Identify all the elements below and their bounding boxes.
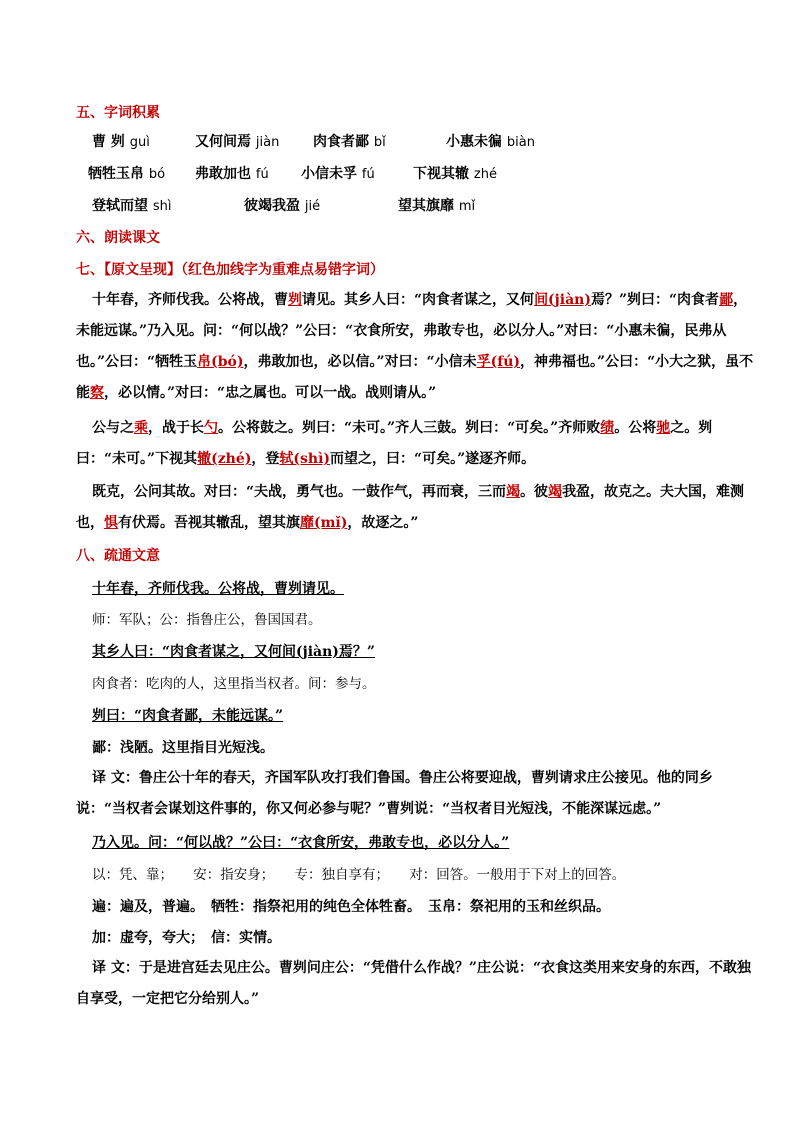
translation-paragraph: 译 文：鲁庄公十年的春天，齐国军队攻打我们鲁国。鲁庄公将要迎战，曹刿请求庄公接见。他的同乡说：“当权者会谋划这件事的，你又何必参与呢？”曹刿说：“当权者目光短浅，不能深谋远虑。” <box>76 770 713 817</box>
annotation: 加：虚夸，夸大； 信：实情。 <box>92 930 281 946</box>
annotation: 肉食者：吃肉的人，这里指当权者。间：参与。 <box>92 676 376 692</box>
section-6-heading: 六、朗读课文 <box>76 230 160 246</box>
source-sentence: 十年春，齐师伐我。公将战，曹刿请见。 <box>92 581 344 597</box>
annotation: 鄙：浅陋。这里指目光短浅。 <box>92 740 274 756</box>
section-5-heading: 五、字词积累 <box>76 105 160 121</box>
vocab-item: 小惠未徧 biàn <box>446 134 535 150</box>
section-7-heading: 七、【原文呈现】（红色加线字为重难点易错字词） <box>76 262 384 278</box>
annotation: 以：凭、靠； 安：指安身； 专：独自享有； 对：回答。一般用于下对上的回答。 <box>92 867 626 883</box>
vocab-item: 弗敢加也 fú <box>195 166 269 182</box>
vocab-item: 下视其辙 zhé <box>413 166 497 182</box>
vocab-item: 牺牲玉帛 bó <box>88 166 166 182</box>
translation-paragraph: 译 文：于是进宫廷去见庄公。曹刿问庄公：“凭借什么作战？”庄公说：“衣食这类用来安身的东西，不敢独自享受，一定把它分给别人。” <box>76 960 752 1007</box>
original-paragraph-3: 既克，公问其故。对曰：“夫战，勇气也。一鼓作气，再而衰，三而竭。彼竭我盈，故克之。夫大国，难测也，惧有伏焉。吾视其辙乱，望其旗靡(mǐ)，故逐之。” <box>76 484 745 531</box>
source-sentence: 刿曰：“肉食者鄙，未能远谋。” <box>92 708 284 724</box>
source-sentence: 乃入见。问：“何以战？”公曰：“衣食所安，弗敢专也，必以分人。” <box>92 835 510 851</box>
section-8-heading: 八、疏通文意 <box>76 548 160 564</box>
vocab-item: 登轼而望 shì <box>92 198 172 214</box>
original-paragraph-2: 公与之乘，战于长勺。公将鼓之。刿曰：“未可。”齐人三鼓。刿曰：“可矣。”齐师败绩。公将驰之。刿曰：“未可。”下视其辙(zhé)，登轼(shì)而望之，曰：“可矣。”遂逐齐师。 <box>76 420 713 467</box>
vocab-item: 望其旗靡 mǐ <box>398 198 476 214</box>
vocab-item: 曹 刿 guì <box>92 134 150 150</box>
vocab-item: 肉食者鄙 bǐ <box>313 134 386 150</box>
original-paragraph-1: 十年春，齐师伐我。公将战，曹刿请见。其乡人曰：“肉食者谋之，又何间(jiàn)焉？”刿曰：“肉食者鄙，未能远谋。”乃入见。问：“何以战？”公曰：“衣食所安，弗敢专也，必以分人。”对曰：“小惠未徧，民弗从也。”公曰：“牺牲玉帛(bó)，弗敢加也，必以信。”对曰：“小信未孚(fú)，神弗福也。”公曰：“小大之狱，虽不能察，必以情。”对曰：“忠之属也。可以一战。战则请从。” <box>76 292 754 401</box>
vocab-item: 小信未孚 fú <box>301 166 375 182</box>
vocab-item: 又何间焉 jiàn <box>195 134 280 150</box>
annotation: 遍：遍及，普遍。 牺牲：指祭祀用的纯色全体牲畜。 玉帛：祭祀用的玉和丝织品。 <box>92 899 610 915</box>
annotation: 师：军队；公：指鲁庄公，鲁国国君。 <box>92 612 322 628</box>
vocab-item: 彼竭我盈 jié <box>244 198 321 214</box>
source-sentence: 其乡人曰：“肉食者谋之，又何间(jiàn)焉？” <box>92 644 375 660</box>
